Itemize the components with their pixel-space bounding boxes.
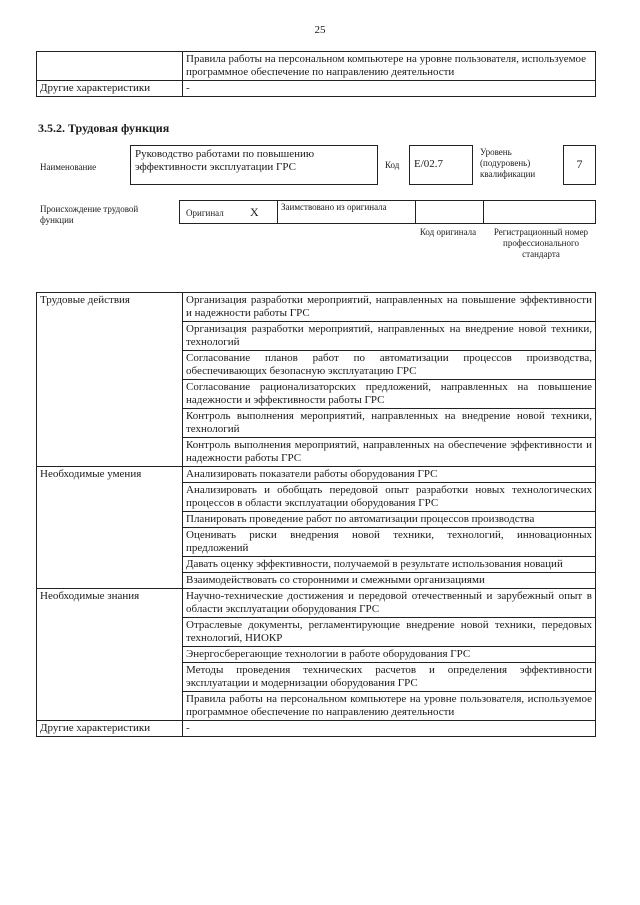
table-row — [37, 52, 596, 81]
row-value: - — [183, 81, 596, 97]
list-item: Согласование планов работ по автоматизации процессов производства, обеспечивающих безопасную эксплуатацию ГРС — [183, 351, 596, 380]
row-label: Другие характеристики — [37, 81, 183, 97]
table-row — [37, 293, 596, 322]
list-item: Оценивать риски внедрения новой техники, технологий, инновационных предложений — [183, 528, 596, 557]
list-item: Взаимодействовать со сторонними и смежными организациями — [183, 573, 596, 589]
list-item: Энергосберегающие технологии в работе оборудования ГРС — [183, 647, 596, 663]
divider — [277, 201, 278, 223]
section-title: 3.5.2. Трудовая функция — [38, 121, 170, 135]
continuation-table — [36, 51, 596, 97]
other-label: Другие характеристики — [37, 721, 183, 737]
borrowed-label: Заимствовано из оригинала — [281, 202, 387, 212]
table-row — [37, 721, 596, 737]
function-name-box — [130, 145, 378, 185]
code-value: E/02.7 — [414, 158, 444, 170]
knowledge-label: Необходимые знания — [37, 589, 183, 721]
divider — [415, 201, 416, 223]
labor-function-table — [36, 292, 596, 737]
registration-caption: Регистрационный номер профессионального стандарта — [493, 227, 589, 259]
original-mark: X — [250, 205, 259, 219]
list-item: Давать оценку эффективности, получаемой в результате использования новаций — [183, 557, 596, 573]
list-item: Анализировать показатели работы оборудования ГРС — [183, 467, 596, 483]
list-item: Планировать проведение работ по автоматизации процессов производства — [183, 512, 596, 528]
table-row — [37, 81, 596, 97]
divider — [483, 201, 484, 223]
table-cell-text: Правила работы на персональном компьютере на уровне пользователя, используемое программное обеспечение по направлению деятельности — [183, 52, 596, 81]
table-row — [37, 467, 596, 483]
name-label: Наименование — [40, 162, 97, 172]
level-value: 7 — [576, 157, 583, 171]
page-number: 25 — [314, 24, 326, 36]
code-box — [409, 145, 473, 185]
other-value: - — [183, 721, 596, 737]
table-row — [37, 589, 596, 618]
list-item: Отраслевые документы, регламентирующие внедрение новой техники, передовых технологий, НИОКР — [183, 618, 596, 647]
origin-box — [179, 200, 596, 224]
level-box — [563, 145, 596, 185]
list-item: Контроль выполнения мероприятий, направленных на внедрение новой техники, технологий — [183, 409, 596, 438]
list-item: Организация разработки мероприятий, направленных на внедрение новой техники, технологий — [183, 322, 596, 351]
list-item: Анализировать и обобщать передовой опыт разработки новых технологических процессов в области эксплуатации оборудования ГРС — [183, 483, 596, 512]
code-original-caption: Код оригинала — [419, 227, 477, 237]
list-item: Согласование рационализаторских предложений, направленных на повышение надежности и эффективности работы ГРС — [183, 380, 596, 409]
code-label: Код — [385, 160, 400, 170]
skills-label: Необходимые умения — [37, 467, 183, 589]
level-label: Уровень (подуровень) квалификации — [480, 147, 536, 179]
origin-label: Происхождение трудовой функции — [40, 204, 139, 225]
list-item: Научно-технические достижения и передовой отечественный и зарубежный опыт в области эксплуатации оборудования ГРС — [183, 589, 596, 618]
function-name: Руководство работами по повышению эффективности эксплуатации ГРС — [135, 148, 315, 173]
list-item: Организация разработки мероприятий, направленных на повышение эффективности и надежности работы ГРС — [183, 293, 596, 322]
empty-label-cell — [37, 52, 183, 81]
list-item: Контроль выполнения мероприятий, направленных на обеспечение эффективности и надежности работы ГРС — [183, 438, 596, 467]
list-item: Методы проведения технических расчетов и определения эффективности эксплуатации и модернизации оборудования ГРС — [183, 663, 596, 692]
actions-label: Трудовые действия — [37, 293, 183, 467]
list-item: Правила работы на персональном компьютере на уровне пользователя, используемое программное обеспечение по направлению деятельности — [183, 692, 596, 721]
original-label: Оригинал — [186, 208, 224, 218]
